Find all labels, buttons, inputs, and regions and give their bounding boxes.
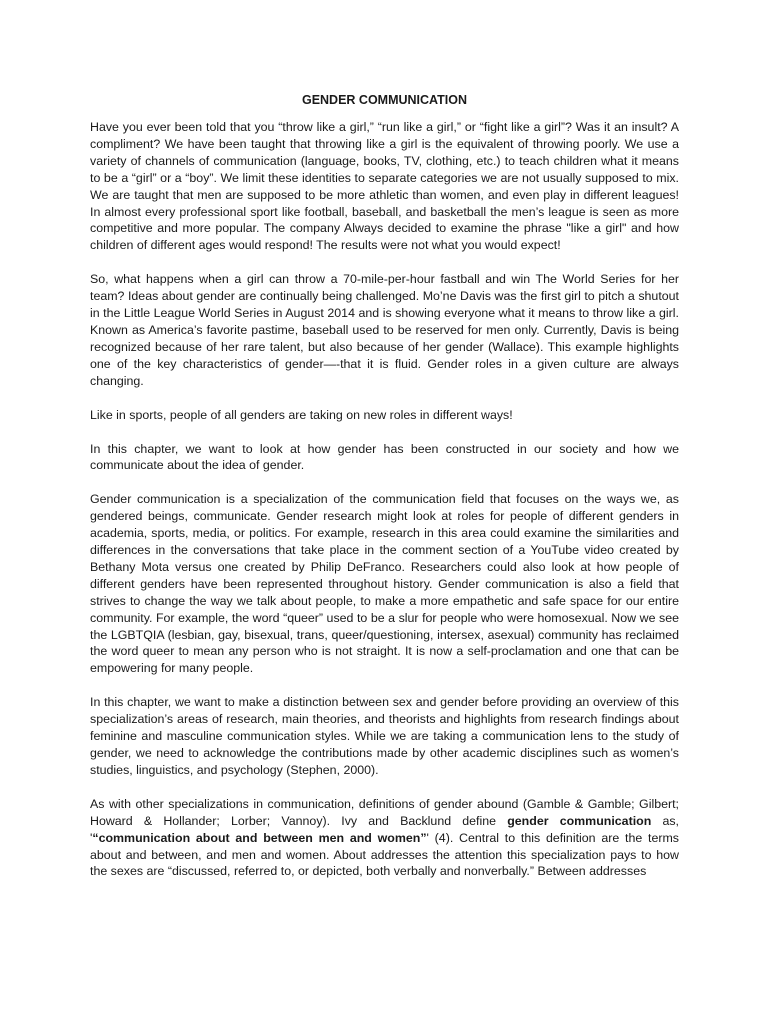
paragraph-throw-like-a-girl: Have you ever been told that you “throw like a girl,” “run like a girl,” or “fight like a girl”? Was it an insult? A compliment? We have been taught that throwing like a girl is the equivalent of throwing poorly. We use a variety of channels of communication (language, books, TV, clothing, etc.) to teach children what it means to be a “girl” or a “boy”. We limit these identities to separate categories we are not usually supposed to mix. We are taught that men are supposed to be more athletic than women, and even play in different leagues! In almost every professional sport like football, baseball, and basketball the men’s league is seen as more competitive and more popular. The company Always decided to examine the phrase "like a girl" and how children of different ages would respond! The results were not what you would expect! [90,120,679,253]
definitions-text-part2: as, ' [90,813,679,845]
paragraph-gender-communication-definition: Gender communication is a specialization of the communication field that focuses on the ways we, as gendered beings, communicate. Gender research might look at roles for people of different genders in academia, sports, media, or politics. For example, research in this area could examine the similarities and differences in the conversations that take place in the comment section of a YouTube video created by Bethany Mota versus one created by Philip DeFranco. Researchers could also look at how people of different genders have been represented throughout history. Gender communication is also a field that strives to change the way we talk about people, to make a more empathetic and safe space for our entire community. For example, the word “queer” used to be a slur for people who were homosexual. Now we see the LGBTQIA (lesbian, gay, bisexual, trans, queer/questioning, intersex, asexual) community has reclaimed the word queer to mean any person who is not straight. It is now a self-proclamation and one that can be empowering for many people. [90,492,679,676]
term-gender-communication: gender communication [507,813,652,828]
document-page [90,92,679,880]
paragraph-chapter-intro: In this chapter, we want to look at how gender has been constructed in our society and how we communicate about the idea of gender. [90,441,679,473]
definitions-text-part3: ' (4). Central to this definition are the terms about and between, and men and women. About addresses the attention this specialization pays to how the sexes are “discussed, referred to, or depicted, both verbally and nonverbally.” Between addresses [90,830,679,879]
paragraph-sex-and-gender-distinction: In this chapter, we want to make a distinction between sex and gender before providing an overview of this specialization’s areas of research, main theories, and theorists and highlights from research findings about feminine and masculine communication styles. While we are taking a communication lens to the study of gender, we need to acknowledge the contributions made by other academic disciplines such as women’s studies, linguistics, and psychology (Stephen, 2000). [90,695,679,777]
document-title: GENDER COMMUNICATION [301,93,468,107]
quote-communication-about-and-between: “communication about and between men and women” [92,830,427,845]
definitions-text-part1: As with other specializations in communication, definitions of gender abound (Gamble & Gamble; Gilbert; Howard & Hollander; Lorber; Vannoy). Ivy and Backlund define [90,796,679,828]
paragraph-like-in-sports: Like in sports, people of all genders are taking on new roles in different ways! [90,407,513,422]
paragraph-mone-davis: So, what happens when a girl can throw a 70-mile-per-hour fastball and win The World Series for her team? Ideas about gender are continually being challenged. Mo’ne Davis was the first girl to pitch a shutout in the Little League World Series in August 2014 and is showing everyone what it means to throw like a girl. Known as America’s favorite pastime, baseball used to be reserved for men only. Currently, Davis is being recognized because of her rare talent, but also because of her gender (Wallace). This example highlights one of the key characteristics of gender—-that it is fluid. Gender roles in a given culture are always changing. [90,272,679,388]
paragraph-definitions-of-gender [90,796,679,881]
